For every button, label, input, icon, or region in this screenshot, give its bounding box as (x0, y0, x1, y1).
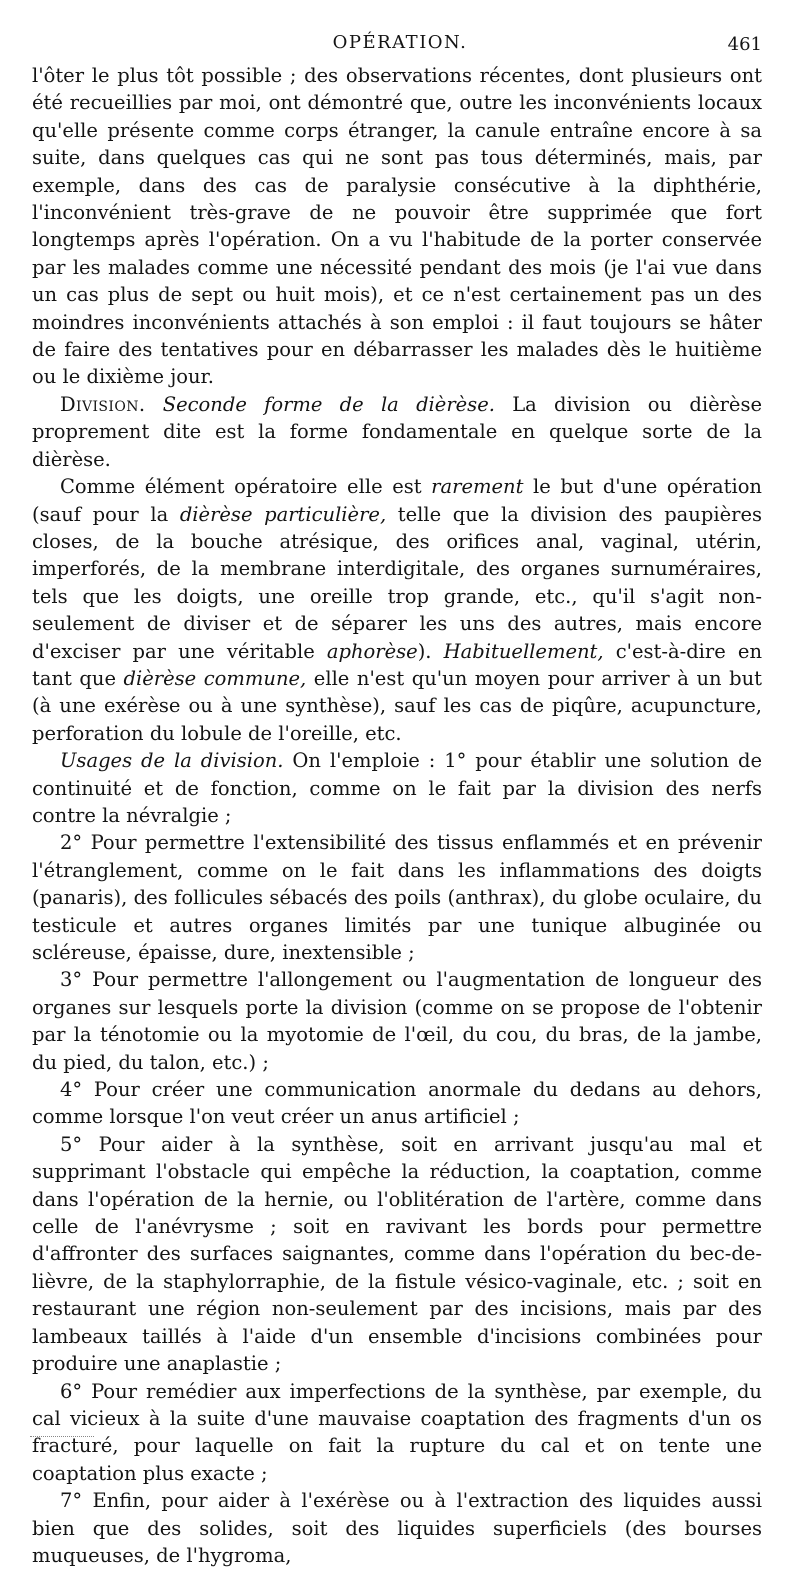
list-item-2: 2° Pour permettre l'extensibilité des tissus enflammés et en prévenir l'étranglement, comme on le fait dans les inflammations des doigts (panaris), des follicules sébacés des poils (anthrax), du globe oculaire, du testicule et autres organes limités par une tunique albuginée ou scléreuse, épaisse, dure, inextensible ; (32, 831, 762, 964)
paragraph-text: On l'emploie : 1° pour établir une solution de continuité et de fonction, comme on le fait par la division des nerfs contre la névralgie ; (32, 749, 762, 827)
text-run: Comme élément opératoire elle est (60, 475, 432, 499)
text-run: telle que la division des paupières closes, de la bouche atrésique, des orifices anal, vaginal, utérin, imperforés, de la membrane interdigitale, des organes surnuméraires, tels que les doigts, une oreille trop grande, etc., qu'il s'agit non-seulement de diviser et de séparer les uns des autres, mais encore d'exciser par une véritable (32, 502, 762, 663)
running-title: OPÉRATION. (332, 32, 468, 53)
list-item-6: 6° Pour remédier aux imperfections de la synthèse, par exemple, du cal vicieux à la suite d'une mauvaise coaptation des fragments d'un os fracturé, pour laquelle on fait la rupture du cal et on tente une coaptation plus exacte ; (32, 1379, 762, 1485)
footer-rule (30, 1436, 94, 1437)
text-run: ). (417, 639, 444, 663)
text-run: elle n'est qu'un moyen pour arriver à un but (à une exérèse ou à une synthèse), sauf les cas de piqûre, acupuncture, perforation du lobule de l'oreille, etc. (32, 666, 762, 745)
italic-run: rarement (431, 475, 524, 499)
list-item-3: 3° Pour permettre l'allongement ou l'augmentation de longueur des organes sur lesquels porte la division (comme on se propose de l'obtenir par la ténotomie ou la myotomie de l'œil, du cou, du bras, de la jambe, du pied, du talon, etc.) ; (32, 968, 762, 1074)
usages-heading: Usages de la division. (60, 749, 284, 773)
list-item-5: 5° Pour aider à la synthèse, soit en arrivant jusqu'au mal et supprimant l'obstacle qui empêche la réduction, la coaptation, comme dans l'opération de la hernie, ou l'oblitération de l'artère, comme dans celle de l'anévrysme ; soit en ravivant les bords pour permettre d'affronter des surfaces saignantes, comme dans l'opération du bec-de-lièvre, de la staphylorraphie, de la fistule vésico-vaginale, etc. ; soit en restaurant une région non-seulement par des incisions, mais par des lambeaux taillés à l'aide d'un ensemble d'incisions combinées pour produire une anaplastie ; (32, 1132, 762, 1376)
italic-run: Habituellement, (443, 639, 604, 663)
italic-run: aphorèse (326, 639, 418, 663)
paragraph-element-operatoire (32, 473, 762, 747)
section-heading: Division. (60, 392, 146, 416)
list-item-7: 7° Enfin, pour aider à l'exérèse ou à l'extraction des liquides aussi bien que des solides, soit des liquides superficiels (des bourses muqueuses, de l'hygroma, (32, 1489, 762, 1567)
paragraph-division (32, 391, 762, 473)
text-run: le but d'une opération (sauf pour la (32, 475, 762, 526)
list-item-4: 4° Pour créer une communication anormale du dedans au dehors, comme lorsque l'on veut créer un anus artificiel ; (32, 1078, 762, 1129)
paragraph-usages (32, 747, 762, 829)
page-number: 461 (727, 34, 762, 55)
paragraph-text: La division ou dièrèse proprement dite est la forme fondamentale en quelque sorte de la dièrèse. (32, 392, 763, 471)
page-header (30, 32, 770, 62)
body-text (32, 62, 762, 1569)
italic-run: dièrèse particulière, (179, 502, 387, 526)
italic-run: dièrèse commune, (123, 666, 307, 690)
paragraph-continuation: l'ôter le plus tôt possible ; des observations récentes, dont plusieurs ont été recueillies par moi, ont démontré que, outre les inconvénients locaux qu'elle présente comme corps étranger, la canule entraîne encore à sa suite, dans quelques cas qui ne sont pas tous déterminés, mais, par exemple, dans des cas de paralysie consécutive à la diphthérie, l'inconvénient très-grave de ne pouvoir être supprimée que fort longtemps après l'opération. On a vu l'habitude de la porter conservée par les malades comme une nécessité pendant des mois (je l'ai vue dans un cas plus de sept ou huit mois), et ce n'est certainement pas un des moindres inconvénients attachés à son emploi : il faut toujours se hâter de faire des tentatives pour en débarrasser les malades dès le huitième ou le dixième jour. (32, 64, 762, 389)
text-run: c'est-à-dire en tant que (32, 639, 763, 690)
section-subtitle: Seconde forme de la dièrèse. (162, 392, 495, 416)
